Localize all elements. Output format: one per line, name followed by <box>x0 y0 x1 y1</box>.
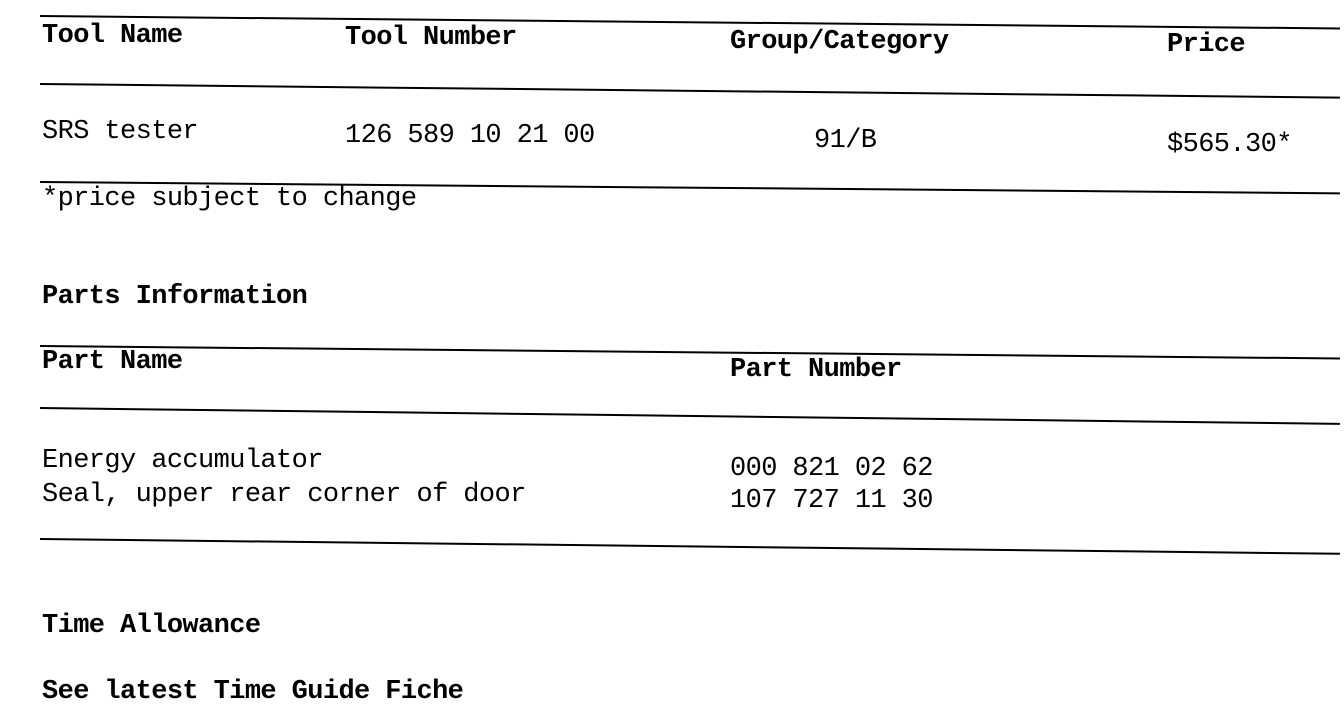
price-footnote: *price subject to change <box>42 184 417 214</box>
part-name-cell: Seal, upper rear corner of door <box>42 480 526 510</box>
price-header: Price <box>1167 30 1246 60</box>
tool-number-cell: 126 589 10 21 00 <box>345 121 595 151</box>
parts-heading: Parts Information <box>42 282 308 312</box>
parts-header-bottom-rule <box>40 407 1340 425</box>
time-allowance-heading: Time Allowance <box>42 611 261 641</box>
table-top-rule <box>40 15 1340 29</box>
tool-number-header: Tool Number <box>345 23 517 53</box>
part-name-header: Part Name <box>42 347 183 377</box>
price-cell: $565.30* <box>1167 130 1292 160</box>
part-name-cell: Energy accumulator <box>42 446 323 476</box>
tool-name-cell: SRS tester <box>42 117 199 147</box>
parts-top-rule <box>40 345 1340 359</box>
part-number-cell: 107 727 11 30 <box>730 486 933 516</box>
time-allowance-note: See latest Time Guide Fiche <box>42 677 464 707</box>
tool-name-header: Tool Name <box>42 21 183 51</box>
parts-bottom-rule <box>40 538 1340 555</box>
header-bottom-rule <box>40 83 1340 99</box>
group-category-header: Group/Category <box>730 27 949 57</box>
part-number-cell: 000 821 02 62 <box>730 454 933 484</box>
part-number-header: Part Number <box>730 355 902 385</box>
group-category-cell: 91/B <box>814 126 877 156</box>
